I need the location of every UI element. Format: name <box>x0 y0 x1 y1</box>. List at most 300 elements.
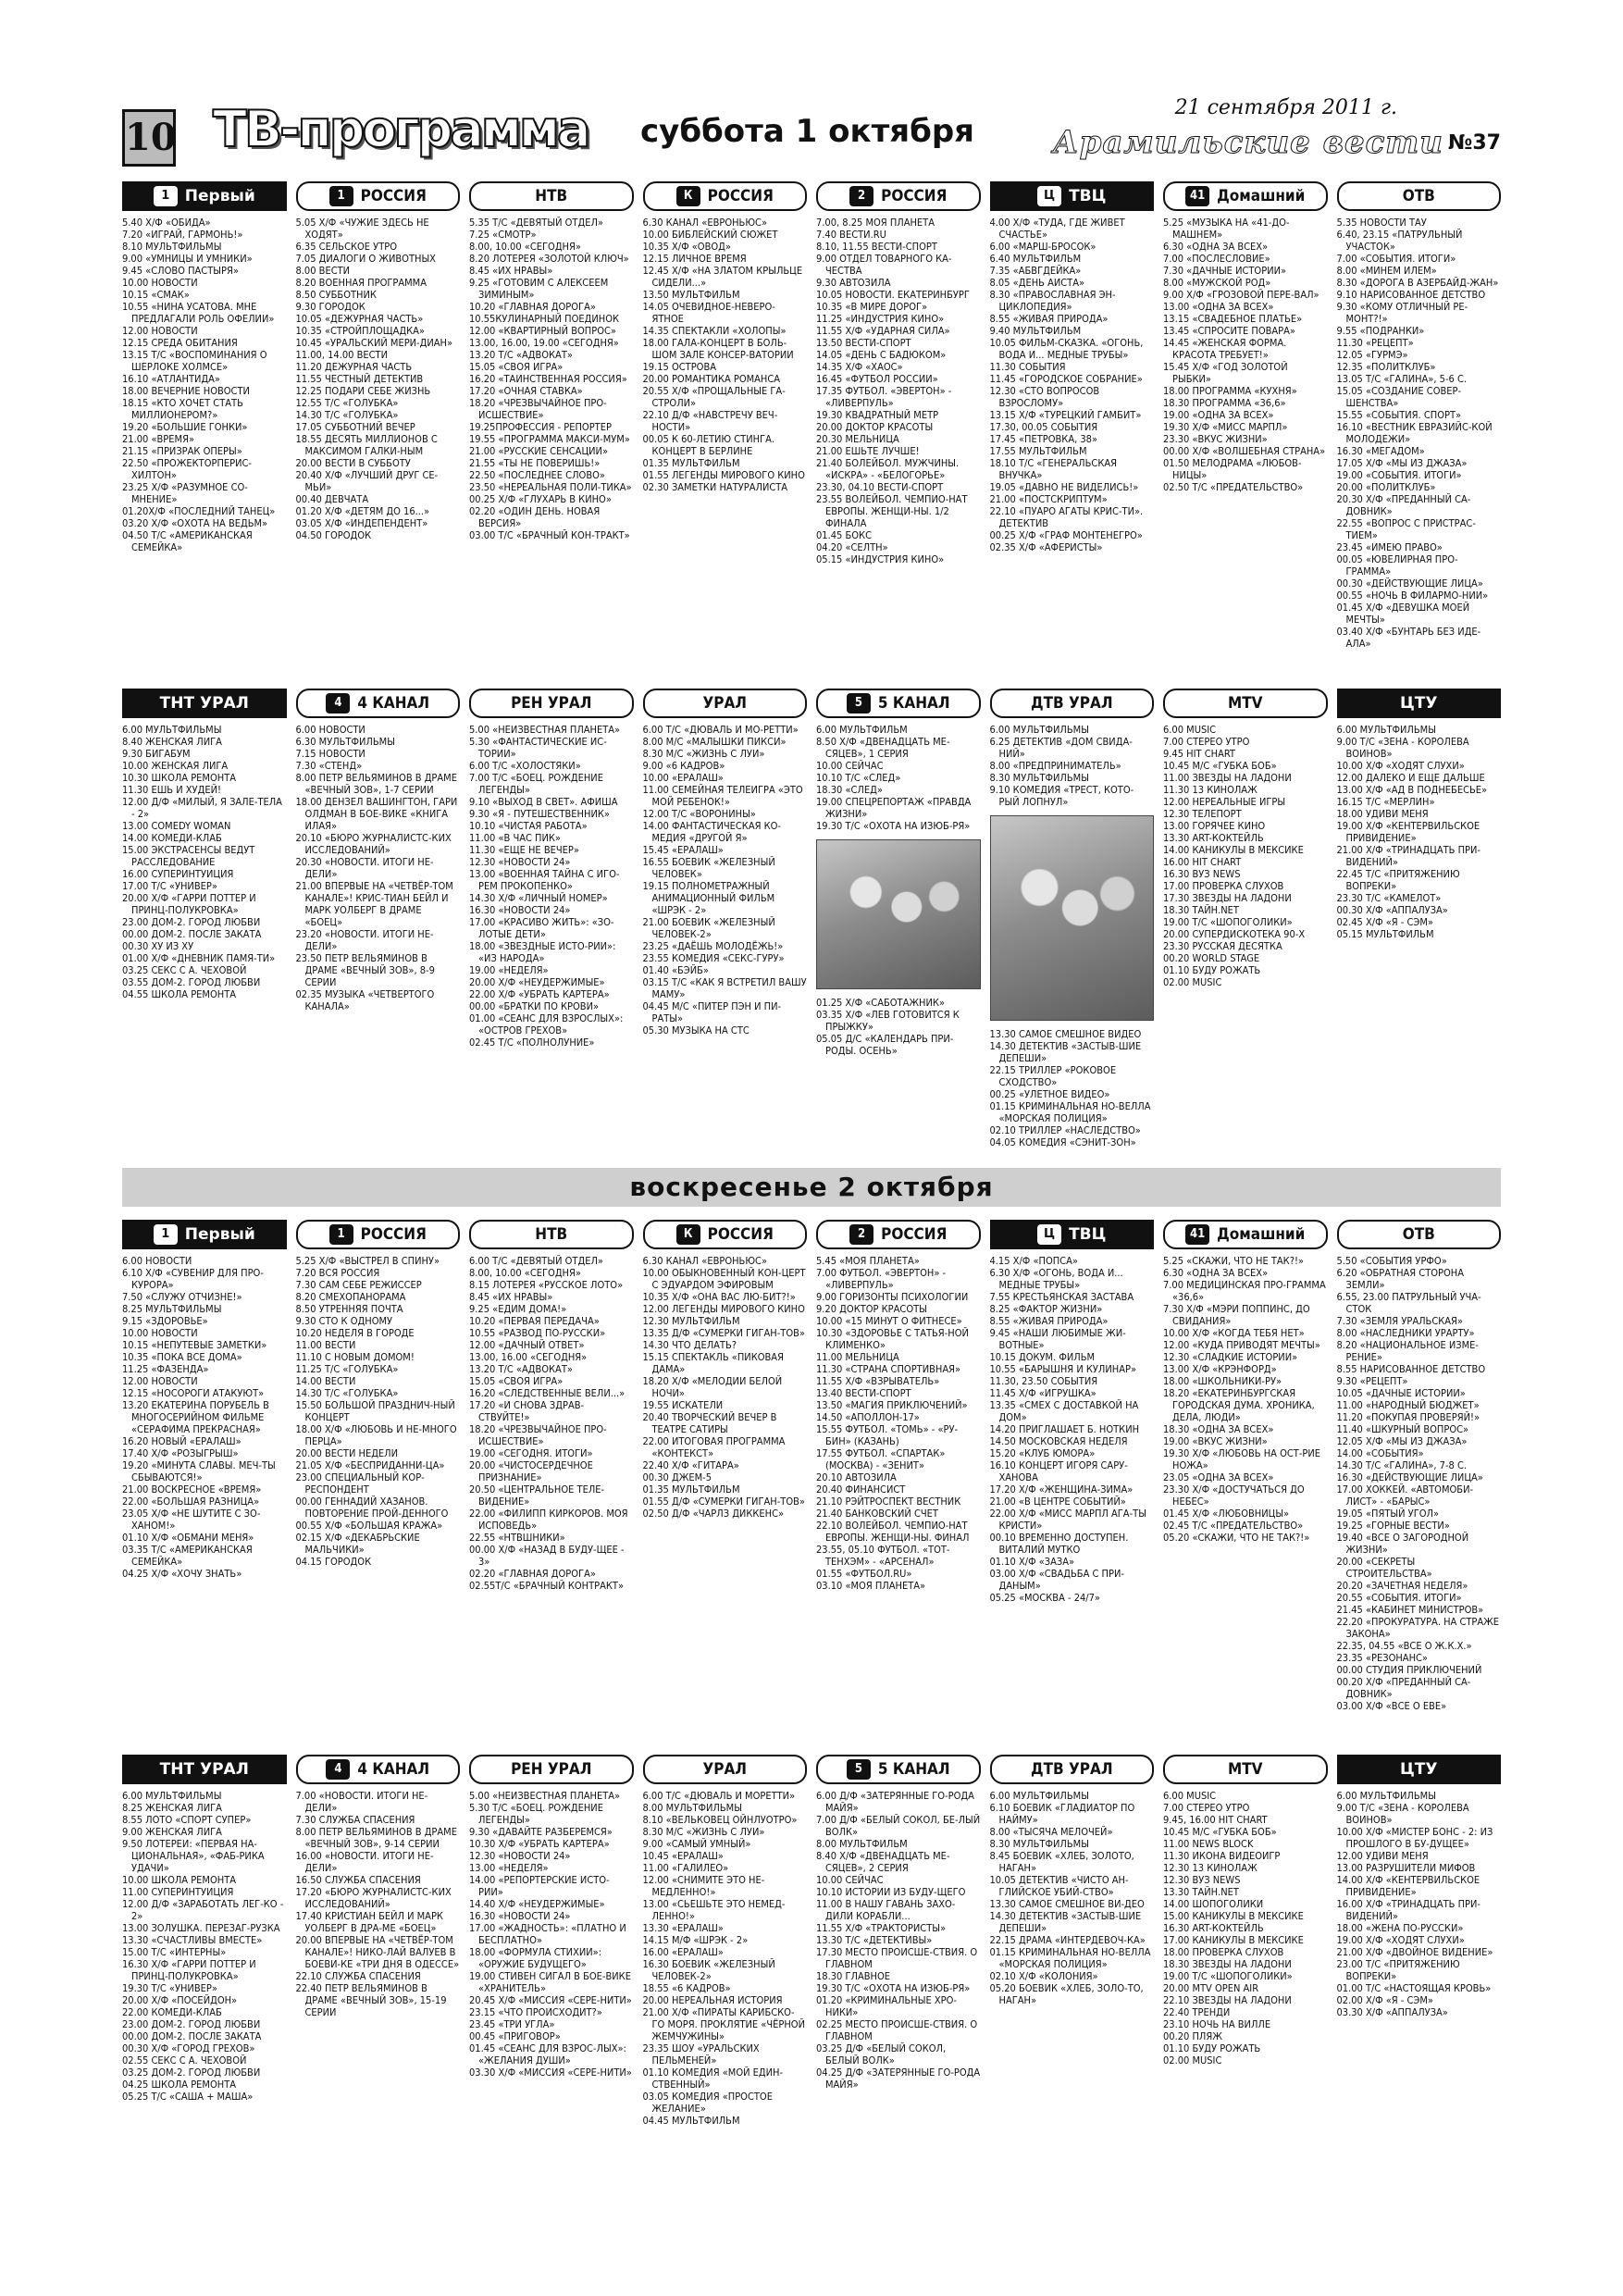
program-entry: 16.30 «ДЕЙСТВУЮЩИЕ ЛИЦА» <box>1336 1471 1483 1483</box>
program-entry: 8.00 «МИНЕМ ИЛЕМ» <box>1336 265 1437 277</box>
program-entry: 17.55 ФУТБОЛ. «СПАРТАК» (МОСКВА) - «ЗЕНИТ» <box>816 1447 946 1471</box>
program-entry: 13.00 COMEDY WOMAN <box>122 820 231 832</box>
program-entry: 8.00 ПЕТР ВЕЛЬЯМИНОВ В ДРАМЕ «ВЕЧНЫЙ ЗОВ», 1-7 СЕРИИ <box>295 772 457 796</box>
program-entry: 19.20 «МИНУТА СЛАВЫ. МЕЧ-ТЫ СБЫВАЮТСЯ!» <box>122 1459 276 1483</box>
program-entry: 01.55 ЛЕГЕНДЫ МИРОВОГО КИНО <box>642 469 805 481</box>
program-entry: 04.25 ШКОЛА РЕМОНТА <box>122 2079 237 2091</box>
program-entry: 17.20 Х/Ф «ЖЕНЩИНА-ЗИМА» <box>989 1483 1134 1496</box>
program-entry: 14.05 ОЧЕВИДНОЕ-НЕВЕРО-ЯТНОЕ <box>642 301 775 325</box>
program-entry: 20.30 МЕЛЬНИЦА <box>816 433 899 445</box>
program-entry: 12.30 «НОВОСТИ 24» <box>469 1850 571 1862</box>
program-entry: 00.00 ДОМ-2. ПОСЛЕ ЗАКАТА <box>122 928 262 940</box>
program-entry: 9.15 «ЗДОРОВЬЕ» <box>122 1315 208 1327</box>
program-entry: 00.30 «ДЕЙСТВУЮЩИЕ ЛИЦА» <box>1336 577 1483 590</box>
program-entry: 9.10 КОМЕДИЯ «ТРЕСТ, КОТО-РЫЙ ЛОПНУЛ» <box>989 784 1134 808</box>
program-entry: 10.00 ЖЕНСКАЯ ЛИГА <box>122 760 229 772</box>
program-entry: 04.25 Х/Ф «ХОЧУ ЗНАТЬ» <box>122 1568 242 1580</box>
program-entry: 21.15 «ПРИЗРАК ОПЕРЫ» <box>122 445 242 457</box>
program-entry: 00.00 СТУДИЯ ПРИКЛЮЧЕНИЙ <box>1336 1664 1482 1676</box>
program-entry: 17.35 ФУТБОЛ. «ЭВЕРТОН» - «ЛИВЕРПУЛЬ» <box>816 385 952 409</box>
channel-name: ЦТУ <box>1400 693 1438 713</box>
program-entry: 21.05 Х/Ф «БЕСПРИДАННИ-ЦА» <box>295 1459 445 1471</box>
program-entry: 01.40 «БЭЙБ» <box>642 964 709 976</box>
channel-logo-mark: 5 <box>847 693 871 714</box>
program-entry: 14.40 Х/Ф «НЕУДЕРЖИМЫЕ» <box>469 1898 605 1910</box>
program-entry: 00.25 «УЛЕТНОЕ ВИДЕО» <box>989 1088 1110 1100</box>
channel-logo-mark: 1 <box>154 1224 178 1245</box>
issue-date: 21 сентября 2011 г. <box>1174 96 1397 119</box>
program-entry: 23.25 Х/Ф «РАЗУМНОЕ СО-МНЕНИЕ» <box>122 481 248 505</box>
program-entry: 16.00 «ЕРАЛАШ» <box>642 1946 724 1958</box>
channel-name: Первый <box>184 186 255 205</box>
program-entry: 7.30 СЛУЖБА СПАСЕНИЯ <box>295 1814 415 1826</box>
channel-name: ТНТ УРАЛ <box>159 693 249 713</box>
program-entry: 22.10 ВОЛЕЙБОЛ. ЧЕМПИО-НАТ ЕВРОПЫ. ЖЕНЩИ-НЫ. ФИНАЛ <box>816 1520 970 1544</box>
program-entry: 7.00, 8.25 МОЯ ПЛАНЕТА <box>816 217 935 229</box>
section-title: ТВ-программа <box>213 100 588 158</box>
program-entry: 17.00 Т/С «УНИВЕР» <box>122 880 217 892</box>
channel-header <box>469 689 634 718</box>
program-entry: 21.00 «В ЦЕНТРЕ СОБЫТИЙ» <box>989 1496 1126 1508</box>
program-entry: 12.15 «НОСОРОГИ АТАКУЮТ» <box>122 1387 265 1399</box>
channel-name: ОТВ <box>1402 1224 1435 1244</box>
program-entry: 02.45 Т/С «ПОЛНОЛУНИЕ» <box>469 1036 595 1049</box>
program-entry: 10.00 ШКОЛА РЕМОНТА <box>122 1874 237 1886</box>
program-entry: 05.20 «СКАЖИ, ЧТО НЕ ТАК?!» <box>1163 1532 1310 1544</box>
program-entry: 23.50 ПЕТР ВЕЛЬЯМИНОВ В ДРАМЕ «ВЕЧНЫЙ ЗОВ», 8-9 СЕРИИ <box>295 952 435 988</box>
program-entry: 11.00 СУПЕРИНТУИЦИЯ <box>122 1886 234 1898</box>
program-entry: 03.05 Х/Ф «ИНДЕПЕНДЕНТ» <box>295 517 428 529</box>
program-entry: 04.50 ГОРОДОК <box>295 529 372 541</box>
channel-column-первый <box>122 181 287 681</box>
program-entry: 8.10 «ВЕЛЬКОВЕЦ ОЙНЛУОТРО» <box>642 1814 798 1826</box>
program-entry: 00.25 Х/Ф «ГРАФ МОНТЕНЕГРО» <box>989 529 1143 541</box>
program-entry: 13.00 РАЗРУШИТЕЛИ МИФОВ <box>1336 1862 1476 1874</box>
channel-header <box>122 1220 287 1249</box>
program-entry: 17.20 «БЮРО ЖУРНАЛИСТС-КИХ ИССЛЕДОВАНИЙ» <box>295 1886 452 1910</box>
program-entry: 23.30 Х/Ф «ДОСТУЧАТЬСЯ ДО НЕБЕС» <box>1163 1483 1305 1508</box>
program-entry: 04.05 КОМЕДИЯ «СЭНИТ-ЗОН» <box>989 1136 1136 1148</box>
program-entry: 12.15 ЛИЧНОЕ ВРЕМЯ <box>642 253 747 265</box>
program-entry: 8.30 «ПРАВОСЛАВНАЯ ЭН-ЦИКЛОПЕДИЯ» <box>989 289 1116 313</box>
program-entry: 22.00 «ФИЛИПП КИРКОРОВ. МОЯ ИСПОВЕДЬ» <box>469 1508 628 1532</box>
program-entry: 13.00 «НЕДЕЛЯ» <box>469 1862 549 1874</box>
program-entry: 8.30 М/С «ЖИЗНЬ С ЛУИ» <box>642 748 765 760</box>
program-entry: 01.10 КОМЕДИЯ «МОЙ ЕДИН-СТВЕННЫЙ» <box>642 2066 784 2091</box>
program-entry: 12.30 ВУЗ NEWS <box>1163 1874 1241 1886</box>
sunday-schedule-top <box>122 1220 1501 1745</box>
program-entry: 6.00 MUSIC <box>1163 724 1217 736</box>
program-entry: 13.20 Т/С «АДВОКАТ» <box>469 1363 573 1375</box>
channel-name: ТНТ УРАЛ <box>159 1759 249 1779</box>
program-entry: 16.00 Х/Ф «ТРИНАДЦАТЬ ПРИ-ВИДЕНИЙ» <box>1336 1898 1481 1922</box>
program-entry: 11.30, 23.50 СОБЫТИЯ <box>989 1375 1098 1387</box>
channel-column-дтв-урал <box>990 689 1155 1162</box>
program-entry: 7.50 «СЛУЖУ ОТЧИЗНЕ!» <box>122 1291 242 1303</box>
program-entry: 7.05 ДИАЛОГИ О ЖИВОТНЫХ <box>295 253 436 265</box>
program-entry: 9.00 «САМЫЙ УМНЫЙ» <box>642 1838 751 1850</box>
program-entry: 11.20 ДЕЖУРНАЯ ЧАСТЬ <box>295 361 413 373</box>
program-entry: 23.00 ДОМ-2. ГОРОД ЛЮБВИ <box>122 2018 261 2030</box>
program-entry: 8.00, 10.00 «СЕГОДНЯ» <box>469 241 581 253</box>
program-entry: 4.15 Х/Ф «ПОПСА» <box>989 1255 1078 1267</box>
program-entry: 05.30 МУЗЫКА НА СТС <box>642 1024 750 1036</box>
channel-column-твц <box>990 181 1155 681</box>
program-entry: 21.55 «ТЫ НЕ ПОВЕРИШЬ!» <box>469 457 601 469</box>
program-entry: 6.00 МУЛЬТФИЛЬМ <box>816 724 908 736</box>
program-entry: 10.55 «НИНА УСАТОВА. МНЕ ПРЕДЛАГАЛИ РОЛЬ ОФЕЛИИ» <box>122 301 275 325</box>
program-entry: 12.00 НОВОСТИ <box>122 325 198 337</box>
program-entry: 11.00 «ГАЛИЛЕО» <box>642 1862 729 1874</box>
program-entry: 9.25 «ГОТОВИМ С АЛЕКСЕЕМ ЗИМИНЫМ» <box>469 277 609 301</box>
program-entry: 14.30 Т/С «ГОЛУБКА» <box>295 409 399 421</box>
program-entry: 18.30 ПРОГРАММА «36,6» <box>1163 397 1286 409</box>
program-entry: 00.30 Х/Ф «ГОРОД ГРЕХОВ» <box>122 2042 255 2054</box>
program-entry: 15.05 «СВОЯ ИГРА» <box>469 361 564 373</box>
program-entry: 20.00 ДОКТОР КРАСОТЫ <box>816 421 934 433</box>
program-entry: 14.00 ВЕСТИ <box>295 1375 356 1387</box>
program-entry: 19.30 Х/Ф «МИСС МАРПЛ» <box>1163 421 1288 433</box>
program-entry: 9.00 «УМНИЦЫ И УМНИКИ» <box>122 253 253 265</box>
program-entry: 8.40 ЖЕНСКАЯ ЛИГА <box>122 736 222 748</box>
program-entry: 13.00, 16.00 «СЕГОДНЯ» <box>469 1351 588 1363</box>
program-entry: 01.45 БОКС <box>816 529 872 541</box>
program-entry: 9.00 «6 КАДРОВ» <box>642 760 725 772</box>
program-entry: 14.50 МОСКОВСКАЯ НЕДЕЛЯ <box>989 1435 1128 1447</box>
program-entry: 20.40 Х/Ф «ЛУЧШИЙ ДРУГ СЕ-МЬИ» <box>295 469 439 493</box>
program-entry: 20.40 ТВОРЧЕСКИЙ ВЕЧЕР В ТЕАТРЕ САТИРЫ <box>642 1411 777 1435</box>
program-entry: 23.00 Т/С «ПРИТЯЖЕНИЮ ВОПРЕКИ» <box>1336 1958 1460 1982</box>
program-entry: 13.35 «СМЕХ С ДОСТАВКОЙ НА ДОМ» <box>989 1399 1139 1423</box>
program-entry: 16.30 Х/Ф «ГАРРИ ПОТТЕР И ПРИНЦ-ПОЛУКРОВКА» <box>122 1958 256 1982</box>
program-entry: 19.30 Т/С «ОХОТА НА ИЗЮБ-РЯ» <box>816 820 971 832</box>
channel-column-россия <box>643 1220 808 1745</box>
program-entry: 23.05 «ОДНА ЗА ВСЕХ» <box>1163 1471 1274 1483</box>
program-entry: 11.40 «ШКУРНЫЙ ВОПРОС» <box>1336 1423 1469 1435</box>
channel-logo-mark: 1 <box>329 186 353 206</box>
program-entry: 11.45 Х/Ф «ИГРУШКА» <box>989 1387 1096 1399</box>
program-entry: 6.30 КАНАЛ «ЕВРОНЬЮС» <box>642 1255 767 1267</box>
program-entry: 16.30 «МЕГАДОМ» <box>1336 445 1425 457</box>
program-entry: 6.30 «ОДНА ЗА ВСЕХ» <box>1163 1267 1269 1279</box>
program-entry: 8.20 «НАЦИОНАЛЬНОЕ ИЗМЕ-РЕНИЕ» <box>1336 1339 1479 1363</box>
program-entry: 10.35 Х/Ф «ОНА ВАС ЛЮ-БИТ?!» <box>642 1291 796 1303</box>
program-entry: 18.00 УДИВИ МЕНЯ <box>1336 808 1429 820</box>
channel-name: РОССИЯ <box>707 186 774 205</box>
program-entry: 23.30 «ВКУС ЖИЗНИ» <box>1163 433 1268 445</box>
program-entry: 20.00 ВЕСТИ В СУББОТУ <box>295 457 411 469</box>
program-entry: 7.00 СТЕРЕО УТРО <box>1163 1802 1250 1814</box>
program-entry: 02.00 MUSIC <box>1163 2054 1222 2066</box>
program-entry: 14.00 КОМЕДИ-КЛАБ <box>122 832 222 844</box>
channel-column-россия <box>296 1220 461 1745</box>
program-entry: 13.30 САМОЕ СМЕШНОЕ ВИ-ДЕО <box>989 1898 1145 1910</box>
program-entry: 23.10 НОЧЬ НА ВИЛЛЕ <box>1163 2018 1271 2030</box>
sunday-heading: воскресенье 2 октября <box>122 1168 1501 1207</box>
program-entry: 15.45 Х/Ф «ГОД ЗОЛОТОЙ РЫБКИ» <box>1163 361 1288 385</box>
program-entry: 8.30 МУЛЬТФИЛЬМЫ <box>989 772 1089 784</box>
program-entry: 02.10 Х/Ф «КОЛОНИЯ» <box>989 1970 1098 1982</box>
program-entry: 6.00 МУЛЬТФИЛЬМЫ <box>1336 724 1436 736</box>
program-entry: 5.35 Т/С «ДЕВЯТЫЙ ОТДЕЛ» <box>469 217 603 229</box>
program-entry: 00.40 ДЕВЧАТА <box>295 493 369 505</box>
channel-header <box>1337 1220 1502 1249</box>
program-entry: 01.35 МУЛЬТФИЛЬМ <box>642 457 740 469</box>
program-entry: 8.55 НАРИСОВАННОЕ ДЕТСТВО <box>1336 1363 1486 1375</box>
program-entry: 11.30 ИКОНА ВИДЕОИГР <box>1163 1850 1281 1862</box>
program-entry: 8.00 «НАСЛЕДНИКИ УРАРТУ» <box>1336 1327 1475 1339</box>
program-entry: 10.00 «15 МИНУТ О ФИТНЕСЕ» <box>816 1315 962 1327</box>
program-entry: 10.20 НЕДЕЛЯ В ГОРОДЕ <box>295 1327 415 1339</box>
program-entry: 03.25 СЕКС С А. ЧЕХОВОЙ <box>122 964 247 976</box>
program-entry: 03.30 Х/Ф «МИССИЯ «СЕРЕ-НИТИ» <box>469 2066 632 2079</box>
program-entry: 15.00 Т/С «ИНТЕРНЫ» <box>122 1946 227 1958</box>
program-entry: 20.00 MTV OPEN AIR <box>1163 1982 1259 1994</box>
program-entry: 9.00 ЖЕНСКАЯ ЛИГА <box>122 1826 222 1838</box>
program-entry: 7.20 ВСЯ РОССИЯ <box>295 1267 380 1279</box>
channel-name: ТВЦ <box>1069 186 1107 205</box>
program-entry: 14.00 «СОБЫТИЯ» <box>1336 1447 1424 1459</box>
program-entry: 20.00 РОМАНТИКА РОМАНСА <box>642 373 781 385</box>
program-entry: 02.20 «ГЛАВНАЯ ДОРОГА» <box>469 1568 596 1580</box>
program-entry: 7.40 ВЕСТИ.RU <box>816 229 886 241</box>
channel-column-первый <box>122 1220 287 1745</box>
program-entry: 19.25 «ГОРНЫЕ ВЕСТИ» <box>1336 1520 1450 1532</box>
program-entry: 8.10 МУЛЬТФИЛЬМЫ <box>122 241 222 253</box>
program-entry: 01.10 Х/Ф «ОБМАНИ МЕНЯ» <box>122 1532 254 1544</box>
program-entry: 13.15 Х/Ф «ТУРЕЦКИЙ ГАМБИТ» <box>989 409 1142 421</box>
program-entry: 14.05 «ДЕНЬ С БАДЮКОМ» <box>816 349 947 361</box>
program-entry: 16.00 СУПЕРИНТУИЦИЯ <box>122 868 234 880</box>
program-entry: 5.50 «СОБЫТИЯ УРФО» <box>1336 1255 1447 1267</box>
program-entry: 15.20 «КЛУБ ЮМОРА» <box>989 1447 1096 1459</box>
program-entry: 18.20 «ЧРЕЗВЫЧАЙНОЕ ПРО-ИСШЕСТВИЕ» <box>469 1423 607 1447</box>
program-entry: 00.45 «ПРИГОВОР» <box>469 2030 561 2042</box>
program-entry: 16.00 «НОВОСТИ. ИТОГИ НЕ-ДЕЛИ» <box>295 1850 434 1874</box>
program-entry: 20.00 Х/Ф «НЕУДЕРЖИМЫЕ» <box>469 976 605 988</box>
program-entry: 10.00 Х/Ф «МИСТЕР БОНС - 2: ИЗ ПРОШЛОГО В БУ-ДУЩЕЕ» <box>1336 1826 1493 1850</box>
program-entry: 01.45 Х/Ф «ЛЮБОВНИЦЫ» <box>1163 1508 1290 1520</box>
program-entry: 9.30 «ДАВАЙТЕ РАЗБЕРЕМСЯ» <box>469 1826 613 1838</box>
program-entry: 13.50 «МАГИЯ ПРИКЛЮЧЕНИЙ» <box>816 1399 968 1411</box>
program-entry: 10.00 ОБЫКНОВЕННЫЙ КОН-ЦЕРТ С ЭДУАРДОМ ЭФИРОВЫМ <box>642 1267 806 1291</box>
program-entry: 8.45 БОЕВИК «ХЛЕБ, ЗОЛОТО, НАГАН» <box>989 1850 1134 1874</box>
program-entry: 20.00 Х/Ф «ПОСЕЙДОН» <box>122 1994 238 2006</box>
program-entry: 8.20 ЛОТЕРЕЯ «ЗОЛОТОЙ КЛЮЧ» <box>469 253 629 265</box>
program-entry: 00.00 Х/Ф «ВОЛШЕБНАЯ СТРАНА» <box>1163 445 1326 457</box>
program-entry: 12.00 «СНИМИТЕ ЭТО НЕ-МЕДЛЕННО!» <box>642 1874 765 1898</box>
program-entry: 6.00 Т/С «ДЕВЯТЫЙ ОТДЕЛ» <box>469 1255 603 1267</box>
channel-logo-mark: 5 <box>847 1759 871 1780</box>
program-entry: 12.30 ТЕЛЕПОРТ <box>1163 808 1242 820</box>
channel-name: ЦТУ <box>1400 1759 1438 1779</box>
program-entry: 8.55 «ЖИВАЯ ПРИРОДА» <box>989 313 1109 325</box>
program-entry: 04.45 М/С «ПИТЕР ПЭН И ПИ-РАТЫ» <box>642 1000 782 1024</box>
program-entry: 10.10 Т/С «СЛЕД» <box>816 772 901 784</box>
program-entry: 23.55 ВОЛЕЙБОЛ. ЧЕМПИО-НАТ ЕВРОПЫ. ЖЕНЩИ-НЫ. 1/2 ФИНАЛА <box>816 493 968 529</box>
program-entry: 23.00 ДОМ-2. ГОРОД ЛЮБВИ <box>122 916 261 928</box>
program-entry: 5.30 «ФАНТАСТИЧЕСКИЕ ИС-ТОРИИ» <box>469 736 607 760</box>
program-entry: 19.00 «ОДНА ЗА ВСЕХ» <box>1163 409 1274 421</box>
program-entry: 01.50 МЕЛОДРАМА «ЛЮБОВ-НИЦЫ» <box>1163 457 1302 481</box>
program-entry: 13.00 «СЬЕШЬТЕ ЭТО НЕМЕД-ЛЕННО!» <box>642 1898 786 1922</box>
program-entry: 18.10 Т/С «ГЕНЕРАЛЬСКАЯ ВНУЧКА» <box>989 457 1117 481</box>
program-entry: 01.45 Х/Ф «ДЕВУШКА МОЕЙ МЕЧТЫ» <box>1336 602 1470 626</box>
program-entry: 6.00 НОВОСТИ <box>122 1255 192 1267</box>
program-entry: 18.30 ГЛАВНОЕ <box>816 1970 890 1982</box>
program-entry: 18.00 ВЕЧЕРНИЕ НОВОСТИ <box>122 385 250 397</box>
program-entry: 5.30 Т/С «БОЕЦ. РОЖДЕНИЕ ЛЕГЕНДЫ» <box>469 1802 603 1826</box>
program-entry: 16.30 «НОВОСТИ 24» <box>469 1910 571 1922</box>
program-entry: 03.35 Т/С «АМЕРИКАНСКАЯ СЕМЕЙКА» <box>122 1544 253 1568</box>
program-entry: 18.20 «ЕКАТЕРИНБУРГСКАЯ ГОРОДСКАЯ ДУМА. ХРОНИКА, ДЕЛА, ЛЮДИ» <box>1163 1387 1315 1423</box>
program-entry: 23.05 Х/Ф «НЕ ШУТИТЕ С ЗО-ХАНОМ!» <box>122 1508 261 1532</box>
program-entry: 02.10 ТРИЛЛЕР «НАСЛЕДСТВО» <box>989 1124 1141 1136</box>
program-entry: 20.45 Х/Ф «МИССИЯ «СЕРЕ-НИТИ» <box>469 1994 632 2006</box>
program-entry: 02.45 Т/С «ПРЕДАТЕЛЬСТВО» <box>1163 1520 1304 1532</box>
channel-column-тнт-урал <box>122 689 287 1162</box>
program-entry: 17.00 «КРАСИВО ЖИТЬ»: «ЗО-ЛОТЫЕ ДЕТИ» <box>469 916 614 940</box>
program-entry: 14.30 ЧТО ДЕЛАТЬ? <box>642 1339 737 1351</box>
channel-name: 4 КАНАЛ <box>357 693 430 713</box>
channel-name: Первый <box>184 1224 255 1244</box>
program-entry: 5.40 Х/Ф «ОБИДА» <box>122 217 211 229</box>
program-entry: 14.30 Т/С «ГАЛИНА», 7-8 С. <box>1336 1459 1468 1471</box>
program-entry: 12.30 «СЛАДКИЕ ИСТОРИИ» <box>1163 1351 1298 1363</box>
program-entry: 00.55 «НОЧЬ В ФИЛАРМО-НИИ» <box>1336 590 1489 602</box>
program-entry: 13.15 Т/С «ВОСПОМИНАНИЯ О ШЕРЛОКЕ ХОЛМСЕ» <box>122 349 267 373</box>
channel-logo-mark: 41 <box>1185 186 1209 206</box>
channel-name: Домашний <box>1217 186 1306 205</box>
program-entry: 14.30 Х/Ф «ЛИЧНЫЙ НОМЕР» <box>469 892 608 904</box>
program-entry: 5.00 «НЕИЗВЕСТНАЯ ПЛАНЕТА» <box>469 1790 621 1802</box>
program-entry: 20.10 АВТОЗИЛА <box>816 1471 897 1483</box>
channel-header <box>816 689 981 718</box>
program-entry: 5.45 «МОЯ ПЛАНЕТА» <box>816 1255 920 1267</box>
program-entry: 12.45 Х/Ф «НА ЗЛАТОМ КРЫЛЬЦЕ СИДЕЛИ...» <box>642 265 803 289</box>
program-entry: 21.40 БОЛЕЙБОЛ. МУЖЧИНЫ. «ИСКРА» - «БЕЛОГОРЬЕ» <box>816 457 960 481</box>
channel-column-отв <box>1337 1220 1502 1745</box>
program-entry: 9.25 «ЕДИМ ДОМА!» <box>469 1303 567 1315</box>
program-entry: 21.40 БАНКОВСКИЙ СЧЕТ <box>816 1508 938 1520</box>
channel-name: ТВЦ <box>1069 1224 1107 1244</box>
program-entry: 7.00 «СОБЫТИЯ. ИТОГИ» <box>1336 253 1456 265</box>
program-entry: 7.30 «СТЕНД» <box>295 760 363 772</box>
program-entry: 11.30 «СТРАНА СПОРТИВНАЯ» <box>816 1363 961 1375</box>
program-entry: 7.00 ФУТБОЛ. «ЭВЕРТОН» - «ЛИВЕРПУЛЬ» <box>816 1267 947 1291</box>
program-entry: 22.00 «БОЛЬШАЯ РАЗНИЦА» <box>122 1496 260 1508</box>
program-entry: 15.00 ЭКСТРАСЕНСЫ ВЕДУТ РАССЛЕДОВАНИЕ <box>122 844 255 868</box>
channel-column-рен-урал <box>469 1755 634 2273</box>
program-entry: 12.00 ЛЕГЕНДЫ МИРОВОГО КИНО <box>642 1303 805 1315</box>
program-entry: 18.20 Х/Ф «МЕЛОДИИ БЕЛОЙ НОЧИ» <box>642 1375 783 1399</box>
channel-header <box>1163 1755 1328 1784</box>
program-entry: 11.55 Х/Ф «УДАРНАЯ СИЛА» <box>816 325 950 337</box>
program-entry: 02.30 ЗАМЕТКИ НАТУРАЛИСТА <box>642 481 788 493</box>
program-entry: 10.20 «ПЕРВАЯ ПЕРЕДАЧА» <box>469 1315 600 1327</box>
channel-header <box>816 1220 981 1249</box>
program-entry: 16.00 HIT CHART <box>1163 856 1242 868</box>
program-entry: 00.20 ПЛЯЖ <box>1163 2030 1222 2042</box>
program-entry: 22.40 ПЕТР ВЕЛЬЯМИНОВ В ДРАМЕ «ВЕЧНЫЙ ЗОВ», 15-19 СЕРИИ <box>295 1982 447 2018</box>
program-entry: 11.30 ЕШЬ И ХУДЕЙ! <box>122 784 221 796</box>
channel-column-домашний <box>1163 181 1328 681</box>
program-entry: 7.00 СТЕРЕО УТРО <box>1163 736 1250 748</box>
program-entry: 00.55 Х/Ф «БОЛЬШАЯ КРАЖА» <box>295 1520 443 1532</box>
program-entry: 9.30 АВТОЗИЛА <box>816 277 891 289</box>
program-entry: 18.00 «ФОРМУЛА СТИХИИ»: «ОРУЖИЕ БУДУЩЕГО» <box>469 1946 602 1970</box>
program-entry: 8.00 М/С «МАЛЫШКИ ПИКСИ» <box>642 736 787 748</box>
program-entry: 00.30 ДЖЕМ-5 <box>642 1471 712 1483</box>
program-entry: 01.10 Х/Ф «ЗАЗА» <box>989 1556 1075 1568</box>
program-entry: 6.10 Х/Ф «СУВЕНИР ДЛЯ ПРО-КУРОРА» <box>122 1267 264 1291</box>
program-entry: 11.25 Т/С «ГОЛУБКА» <box>295 1363 399 1375</box>
program-entry: 11.55 Х/Ф «ВЗРЫВАТЕЛЬ» <box>816 1375 940 1387</box>
program-entry: 23.50 «НЕРЕАЛЬНАЯ ПОЛИ-ТИКА» <box>469 481 632 493</box>
program-entry: 10.05 ФИЛЬМ-СКАЗКА. «ОГОНЬ, ВОДА И... МЕДНЫЕ ТРУБЫ» <box>989 337 1144 361</box>
program-entry: 7.20 «ИГРАЙ, ГАРМОНЬ!» <box>122 229 243 241</box>
channel-header <box>296 1220 461 1249</box>
program-entry: 01.00 «СЕАНС ДЛЯ ВЗРОСЛЫХ»: «ОСТРОВ ГРЕХОВ» <box>469 1012 624 1036</box>
program-entry: 16.50 СЛУЖБА СПАСЕНИЯ <box>295 1874 421 1886</box>
program-entry: 6.00 МУЛЬТФИЛЬМЫ <box>989 724 1089 736</box>
program-entry: 00.30 Х/Ф «АППАЛУЗА» <box>1336 904 1448 916</box>
program-entry: 20.00 ВПЕРВЫЕ НА «ЧЕТВЁР-ТОМ КАНАЛЕ»! НИКО-ЛАЙ ВАЛУЕВ В БОЕВИ-КЕ «ТРИ ДНЯ В ОДЕССЕ» <box>295 1934 460 1970</box>
program-entry: 16.20 «ТАИНСТВЕННАЯ РОССИЯ» <box>469 373 627 385</box>
program-entry: 03.40 Х/Ф «БУНТАРЬ БЕЗ ИДЕ-АЛА» <box>1336 626 1481 650</box>
channel-header <box>1163 1220 1328 1249</box>
program-entry: 9.00 ГОРИЗОНТЫ ПСИХОЛОГИИ <box>816 1291 969 1303</box>
program-entry: 23.45 «ИМЕЮ ПРАВО» <box>1336 541 1443 553</box>
program-entry: 19.00 Х/Ф «КЕНТЕРВИЛЬСКОЕ ПРИВИДЕНИЕ» <box>1336 820 1481 844</box>
channel-logo-mark: 2 <box>849 1224 873 1245</box>
program-entry: 6.10 БОЕВИК «ГЛАДИАТОР ПО НАЙМУ» <box>989 1802 1135 1826</box>
channel-logo-mark: 2 <box>849 186 873 206</box>
program-entry: 13.00 Х/Ф «АД В ПОДНЕБЕСЬЕ» <box>1336 784 1488 796</box>
program-entry: 10.00 СЕЙЧАС <box>816 760 884 772</box>
program-entry: 9.40 МУЛЬТФИЛЬМ <box>989 325 1082 337</box>
program-entry: 10.55 «БАРЫШНЯ И КУЛИНАР» <box>989 1363 1137 1375</box>
program-entry: 16.30 ART-КОКТЕЙЛЬ <box>1163 1922 1264 1934</box>
channel-column-mtv <box>1163 1755 1328 2273</box>
program-entry: 6.00 НОВОСТИ <box>295 724 365 736</box>
program-entry: 22.15 ТРИЛЛЕР «РОКОВОЕ СХОДСТВО» <box>989 1064 1117 1088</box>
program-entry: 00.30 ХУ ИЗ ХУ <box>122 940 194 952</box>
program-entry: 7.35 «АБВГДЕЙКА» <box>989 265 1082 277</box>
program-entry: 11.25 «ФАЗЕНДА» <box>122 1363 209 1375</box>
program-entry: 5.35 НОВОСТИ ТАУ <box>1336 217 1427 229</box>
program-entry: 16.30 ВУЗ NEWS <box>1163 868 1241 880</box>
program-entry: 19.15 ПОЛНОМЕТРАЖНЫЙ АНИМАЦИОННЫЙ ФИЛЬМ «ШРЭК - 2» <box>642 880 775 916</box>
program-entry: 12.00 «ДАЧНЫЙ ОТВЕТ» <box>469 1339 585 1351</box>
program-entry: 22.15 ДРАМА «ИНТЕРДЕВОЧ-КА» <box>989 1934 1146 1946</box>
program-entry: 16.10 «ВЕСТНИК ЕВРАЗИЙС-КОЙ МОЛОДЕЖИ» <box>1336 421 1493 445</box>
channel-column-домашний <box>1163 1220 1328 1745</box>
program-entry: 10.05 ДЕТЕКТИВ «ЧИСТО АН-ГЛИЙСКОЕ УБИЙ-СТВО» <box>989 1874 1129 1898</box>
program-entry: 00.00 Х/Ф «НАЗАД В БУДУ-ЩЕЕ - 3» <box>469 1544 625 1568</box>
channel-header <box>122 1755 287 1784</box>
program-entry: 16.10 «АТЛАНТИДА» <box>122 373 220 385</box>
program-entry: 13.00 Х/Ф «КРЭНФОРД» <box>1163 1363 1277 1375</box>
channel-column-дтв-урал <box>990 1755 1155 2273</box>
program-entry: 22.40 Х/Ф «ГИТАРА» <box>642 1459 739 1471</box>
program-entry: 22.50 «ПОСЛЕДНЕЕ СЛОВО» <box>469 469 605 481</box>
program-entry: 7.15 НОВОСТИ <box>295 748 365 760</box>
newspaper-name: Арамильские вести <box>1052 124 1443 161</box>
program-entry: 11.00 МЕЛЬНИЦА <box>816 1351 899 1363</box>
program-entry: 22.20 «ПРОКУРАТУРА. НА СТРАЖЕ ЗАКОНА» <box>1336 1616 1500 1640</box>
program-entry: 13.35 Д/Ф «СУМЕРКИ ГИГАН-ТОВ» <box>642 1327 805 1339</box>
